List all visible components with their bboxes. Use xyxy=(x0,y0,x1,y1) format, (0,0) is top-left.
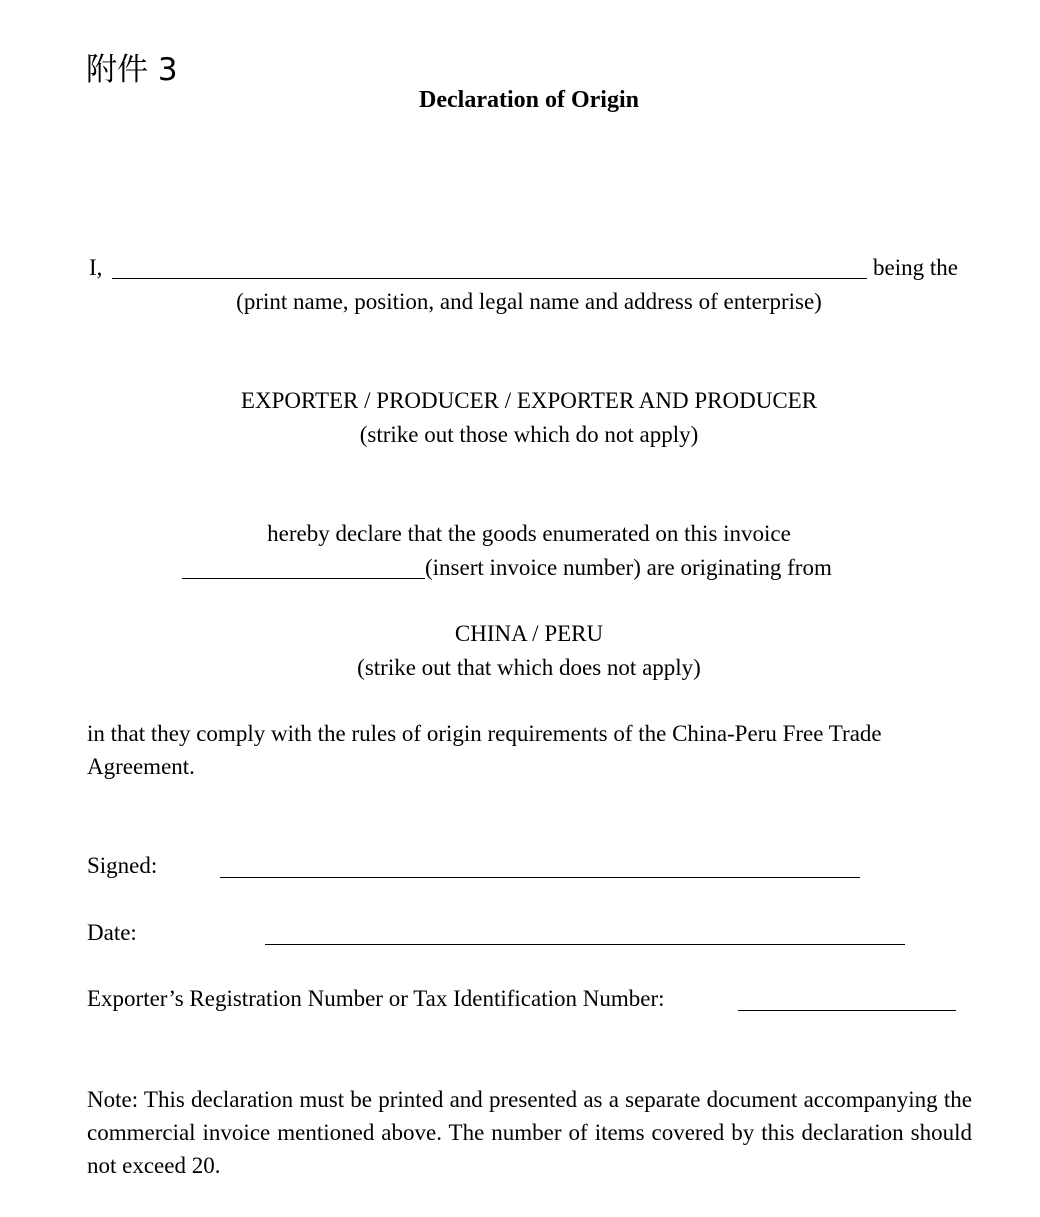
signed-label: Signed: xyxy=(87,853,158,878)
role-hint: (strike out those which do not apply) xyxy=(359,422,699,447)
date-field[interactable] xyxy=(265,944,905,945)
signature-field[interactable] xyxy=(220,877,860,878)
date-label: Date: xyxy=(87,920,137,945)
invoice-number-field[interactable] xyxy=(182,578,425,579)
origin-options: CHINA / PERU xyxy=(454,621,604,646)
compliance-statement: in that they comply with the rules of origin requirements of the China-Peru Free Trade Agreement. xyxy=(87,721,882,779)
declarant-name-field[interactable] xyxy=(112,278,867,279)
note-paragraph: Note: This declaration must be printed and presented as a separate document accompanying the commercial invoice mentioned above. The number of items covered by this declaration should not exceed 20. xyxy=(87,1087,972,1178)
declaration-line-2: (insert invoice number) are originating from xyxy=(425,555,832,580)
registration-number-field[interactable] xyxy=(738,1010,956,1011)
document-title: Declaration of Origin xyxy=(419,87,639,113)
declarant-suffix: being the xyxy=(873,255,958,280)
role-options: EXPORTER / PRODUCER / EXPORTER AND PRODUCER xyxy=(240,388,818,413)
declarant-prefix: I, xyxy=(89,255,103,280)
declarant-hint: (print name, position, and legal name and address of enterprise) xyxy=(236,289,822,314)
annex-label: 附件 3 xyxy=(86,52,178,88)
declaration-line-1: hereby declare that the goods enumerated on this invoice xyxy=(267,521,791,546)
registration-label: Exporter’s Registration Number or Tax Identification Number: xyxy=(87,986,665,1011)
origin-hint: (strike out that which does not apply) xyxy=(357,655,701,680)
